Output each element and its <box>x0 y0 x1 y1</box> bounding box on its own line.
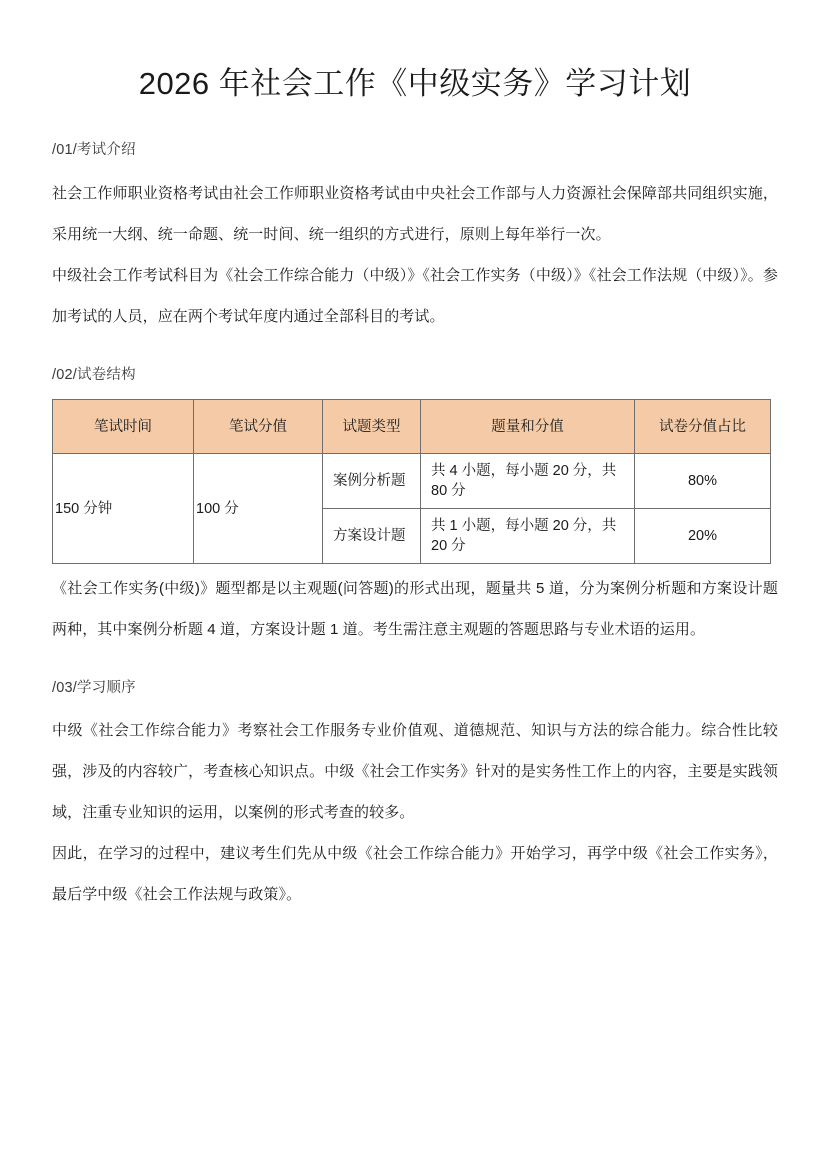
cell-question-type: 方案设计题 <box>323 509 421 564</box>
table-header-row <box>53 400 771 454</box>
order-paragraph-1: 中级《社会工作综合能力》考察社会工作服务专业价值观、道德规范、知识与方法的综合能力。综合性比较强，涉及的内容较广，考查核心知识点。中级《社会工作实务》针对的是实务性工作上的内容，主要是实践领域，注重专业知识的运用，以案例的形式考查的较多。 <box>52 722 778 821</box>
cell-share: 20% <box>635 509 771 564</box>
table-row <box>53 454 771 509</box>
table-header-duration: 笔试时间 <box>53 400 194 454</box>
cell-duration: 150 分钟 <box>53 454 194 564</box>
cell-share: 80% <box>635 454 771 509</box>
cell-count-and-score: 共 1 小题，每小题 20 分，共 20 分 <box>421 509 635 564</box>
intro-paragraph-2: 中级社会工作考试科目为《社会工作综合能力（中级）》《社会工作实务（中级）》《社会工作法规（中级）》。参加考试的人员，应在两个考试年度内通过全部科目的考试。 <box>52 267 778 325</box>
intro-paragraph-1: 社会工作师职业资格考试由社会工作师职业资格考试由中央社会工作部与人力资源社会保障部共同组织实施，采用统一大纲、统一命题、统一时间、统一组织的方式进行，原则上每年举行一次。 <box>52 185 778 243</box>
table-header-count-and-score: 题量和分值 <box>421 400 635 454</box>
section-heading-order: /03/学习顺序 <box>52 680 136 696</box>
table-header-question-type: 试题类型 <box>323 400 421 454</box>
order-paragraph-2: 因此，在学习的过程中，建议考生们先从中级《社会工作综合能力》开始学习，再学中级《社会工作实务》，最后学中级《社会工作法规与政策》。 <box>52 845 778 903</box>
table-header-share: 试卷分值占比 <box>635 400 771 454</box>
cell-total-score: 100 分 <box>194 454 323 564</box>
section-heading-intro: /01/考试介绍 <box>52 142 136 158</box>
cell-count-and-score: 共 4 小题，每小题 20 分，共 80 分 <box>421 454 635 509</box>
section-heading-structure: /02/试卷结构 <box>52 367 136 383</box>
table-header-total-score: 笔试分值 <box>194 400 323 454</box>
structure-note-paragraph: 《社会工作实务(中级)》题型都是以主观题(问答题)的形式出现，题量共 5 道，分为案例分析题和方案设计题两种，其中案例分析题 4 道，方案设计题 1 道。考生需注意主观题的答题思路与专业术语的运用。 <box>52 580 778 638</box>
cell-question-type: 案例分析题 <box>323 454 421 509</box>
page-title: 2026 年社会工作《中级实务》学习计划 <box>138 66 692 101</box>
exam-structure-table <box>52 399 771 564</box>
